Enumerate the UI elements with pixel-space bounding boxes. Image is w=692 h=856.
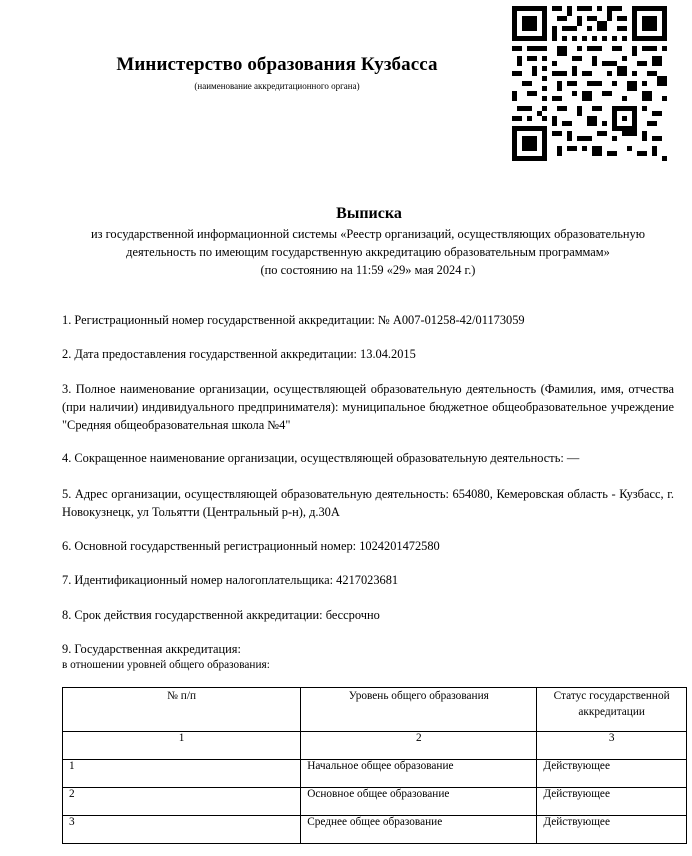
column-number: 1 — [63, 732, 301, 760]
accreditation-organ-name: Министерство образования Кузбасса — [116, 54, 438, 75]
document-subtitle — [62, 225, 674, 279]
item-inn: 7. Идентификационный номер налогоплательщика: 4217023681 — [62, 573, 399, 587]
table-column-numbers-row — [63, 732, 687, 760]
item-validity-term: 8. Срок действия государственной аккредитации: бессрочно — [62, 608, 380, 622]
item-org-address: 5. Адрес организации, осуществляющей образовательную деятельность: 654080, Кемеровская область - Кузбасс, г. Новокузнецк, ул Тольятти (Центральный р-н), д.30А — [62, 487, 674, 519]
header-education-level: Уровень общего образования — [301, 688, 537, 732]
item-full-org-name: 3. Полное наименование организации, осуществляющей образовательную деятельность (Фамилия, имя, отчества (при наличии) индивидуального предпринимателя): муниципальное бюджетное общеобразовательное учреждение "Средняя общеобразовательная школа №4" — [62, 382, 674, 432]
item-short-org-name: 4. Сокращенное наименование организации, осуществляющей образовательную деятельность: — — [62, 451, 580, 465]
table-row — [63, 816, 687, 844]
document-subtitle-line-2: деятельность по имеющим государственную аккредитацию образовательным программам» — [126, 245, 610, 259]
qr-code-icon — [512, 6, 667, 161]
accreditation-organ-caption: (наименование аккредитационного органа) — [194, 81, 360, 91]
column-number: 3 — [537, 732, 687, 760]
row-status: Действующее — [537, 760, 687, 788]
row-education-level: Среднее общее образование — [301, 816, 537, 844]
item-accreditation-date: 2. Дата предоставления государственной аккредитации: 13.04.2015 — [62, 347, 416, 361]
document-subtitle-line-3: (по состоянию на 11:59 «29» мая 2024 г.) — [260, 263, 476, 277]
row-status: Действующее — [537, 816, 687, 844]
document-subtitle-line-1: из государственной информационной системы «Реестр организаций, осуществляющих образовательную — [90, 227, 646, 241]
header-number: № п/п — [63, 688, 301, 732]
table-row — [63, 788, 687, 816]
item-state-accreditation: 9. Государственная аккредитация: — [62, 642, 241, 656]
education-levels-table — [62, 687, 687, 844]
table-row — [63, 760, 687, 788]
column-number: 2 — [301, 732, 537, 760]
row-status: Действующее — [537, 788, 687, 816]
header-accreditation-status: Статус государственной аккредитации — [537, 688, 687, 732]
row-number: 3 — [63, 816, 301, 844]
document-title: Выписка — [336, 205, 402, 222]
row-number: 2 — [63, 788, 301, 816]
item-registration-number: 1. Регистрационный номер государственной аккредитации: № А007-01258-42/01173059 — [62, 313, 525, 327]
item-education-levels-caption: в отношении уровней общего образования: — [62, 659, 270, 671]
row-education-level: Основное общее образование — [301, 788, 537, 816]
table-header-row — [63, 688, 687, 732]
row-education-level: Начальное общее образование — [301, 760, 537, 788]
item-ogrn: 6. Основной государственный регистрационный номер: 1024201472580 — [62, 539, 440, 553]
row-number: 1 — [63, 760, 301, 788]
